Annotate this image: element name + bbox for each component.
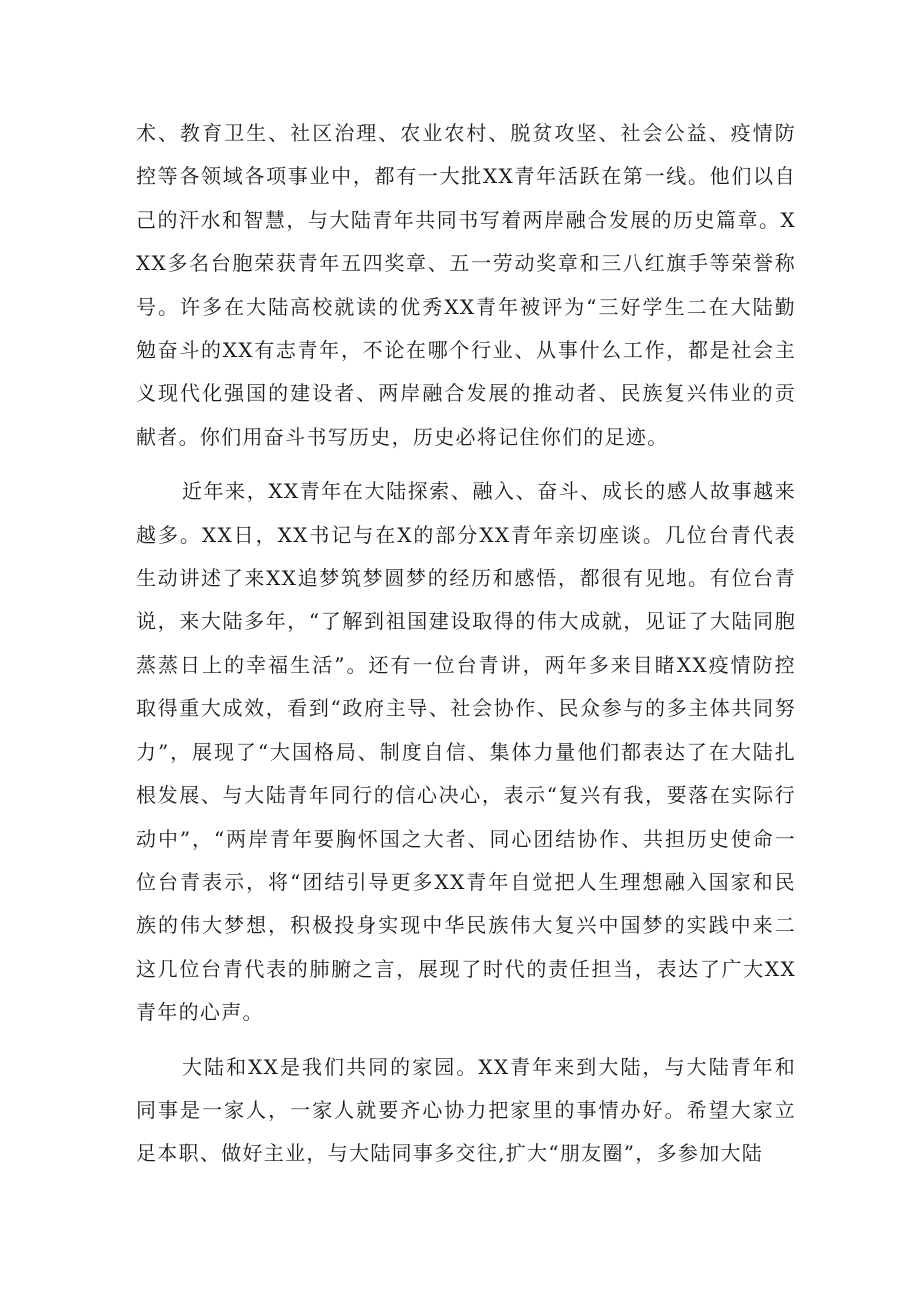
paragraph-2: 近年来，XX青年在大陆探索、融入、奋斗、成长的感人故事越来越多。XX日，XX书记与在X的部分XX青年亲切座谈。几位台青代表生动讲述了来XX追梦筑梦圆梦的经历和感悟，都很有见地。有位台青说，来大陆多年，“了解到祖国建设取得的伟大成就，见证了大陆同胞蒸蒸日上的幸福生活”。还有一位台青讲，两年多来目睹XX疫情防控取得重大成效，看到“政府主导、社会协作、民众参与的多主体共同努力”，展现了“大国格局、制度自信、集体力量他们都表达了在大陆扎根发展、与大陆青年同行的信心决心，表示“复兴有我，要落在实际行动中”，“两岸青年要胸怀国之大者、同心团结协作、共担历史使命一位台青表示，将“团结引导更多XX青年自觉把人生理想融入国家和民族的伟大梦想，积极投身实现中华民族伟大复兴中国梦的实践中来二这几位台青代表的肺腑之言，展现了时代的责任担当，表达了广大XX青年的心声。 [136, 479, 796, 1025]
paragraph-1: 术、教育卫生、社区治理、农业农村、脱贫攻坚、社会公益、疫情防控等各领域各项事业中，都有一大批XX青年活跃在第一线。他们以自己的汗水和智慧，与大陆青年共同书写着两岸融合发展的历史篇章。XXX多名台胞荣获青年五四奖章、五一劳动奖章和三八红旗手等荣誉称号。许多在大陆高校就读的优秀XX青年被评为“三好学生二在大陆勤勉奋斗的XX有志青年，不论在哪个行业、从事什么工作，都是社会主义现代化强国的建设者、两岸融合发展的推动者、民族复兴伟业的贡献者。你们用奋斗书写历史，历史必将记住你们的足迹。 [136, 121, 796, 449]
paragraph-3: 大陆和XX是我们共同的家园。XX青年来到大陆，与大陆青年和同事是一家人，一家人就要齐心协力把家里的事情办好。希望大家立足本职、做好主业，与大陆同事多交往,扩大“朋友圈”，多参加大陆 [136, 1054, 796, 1166]
document-body [136, 112, 796, 1176]
